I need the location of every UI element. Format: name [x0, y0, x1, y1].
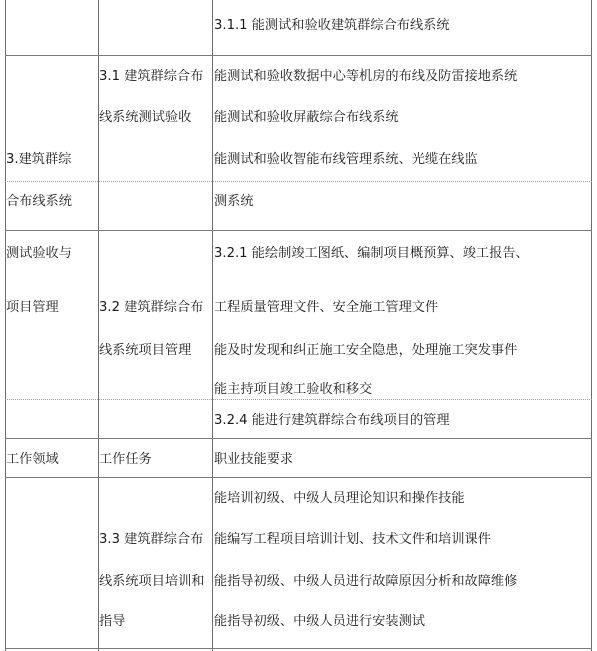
header-work-task: 工作任务 — [99, 452, 152, 467]
task-3-1-line: 线系统测试验收 — [99, 110, 192, 125]
row-divider — [5, 55, 592, 56]
task-3-2-line: 线系统项目管理 — [99, 343, 192, 358]
skill-requirement-line: 3.1.1 能测试和验收建筑群综合布线系统 — [214, 18, 450, 33]
skill-requirement-line: 能编写工程项目培训计划、技术文件和培训课件 — [214, 532, 491, 547]
header-work-domain: 工作领域 — [6, 452, 59, 467]
table-border-left — [5, 0, 6, 651]
work-domain-line: 项目管理 — [6, 300, 59, 315]
column-divider-1 — [98, 0, 99, 651]
task-3-3-line: 指导 — [99, 614, 126, 629]
skill-requirement-line: 能指导初级、中级人员进行安装测试 — [214, 614, 425, 629]
work-domain-line: 合布线系统 — [6, 194, 72, 209]
work-domain-line: 测试验收与 — [6, 246, 72, 261]
skill-requirement-line: 测系统 — [214, 194, 254, 209]
skill-requirement-line: 3.2.4 能进行建筑群综合布线项目的管理 — [214, 413, 450, 428]
row-divider — [5, 230, 592, 231]
task-3-3-line: 3.3 建筑群综合布 — [99, 532, 204, 547]
table-border-right — [591, 0, 592, 651]
skill-requirement-line: 能培训初级、中级人员理论知识和操作技能 — [214, 491, 465, 506]
skill-requirement-line: 能测试和验收屏蔽综合布线系统 — [214, 110, 399, 125]
task-3-3-line: 线系统项目培训和 — [99, 574, 205, 589]
row-divider — [5, 477, 592, 478]
skill-requirement-line: 能测试和验收智能布线管理系统、光缆在线监 — [214, 152, 478, 167]
skill-requirement-line: 能及时发现和纠正施工安全隐患，处理施工突发事件 — [214, 343, 518, 358]
skill-requirement-line: 能测试和验收数据中心等机房的布线及防雷接地系统 — [214, 69, 518, 84]
work-domain-line: 3.建筑群综 — [6, 152, 72, 167]
column-divider-2 — [212, 0, 213, 651]
row-divider-dotted — [5, 181, 592, 182]
skill-requirement-line: 能主持项目竣工验收和移交 — [214, 382, 373, 397]
skill-requirement-line: 工程质量管理文件、安全施工管理文件 — [214, 300, 439, 315]
task-3-2-line: 3.2 建筑群综合布 — [99, 300, 204, 315]
row-divider — [5, 438, 592, 439]
skill-requirement-line: 能指导初级、中级人员进行故障原因分析和故障维修 — [214, 574, 518, 589]
table-border-bottom — [5, 648, 592, 649]
skill-requirement-line: 3.2.1 能绘制竣工图纸、编制项目概预算、竣工报告、 — [214, 246, 529, 261]
task-3-1-line: 3.1 建筑群综合布 — [99, 69, 204, 84]
row-divider-dotted — [5, 399, 592, 400]
header-skill-requirements: 职业技能要求 — [214, 452, 294, 467]
